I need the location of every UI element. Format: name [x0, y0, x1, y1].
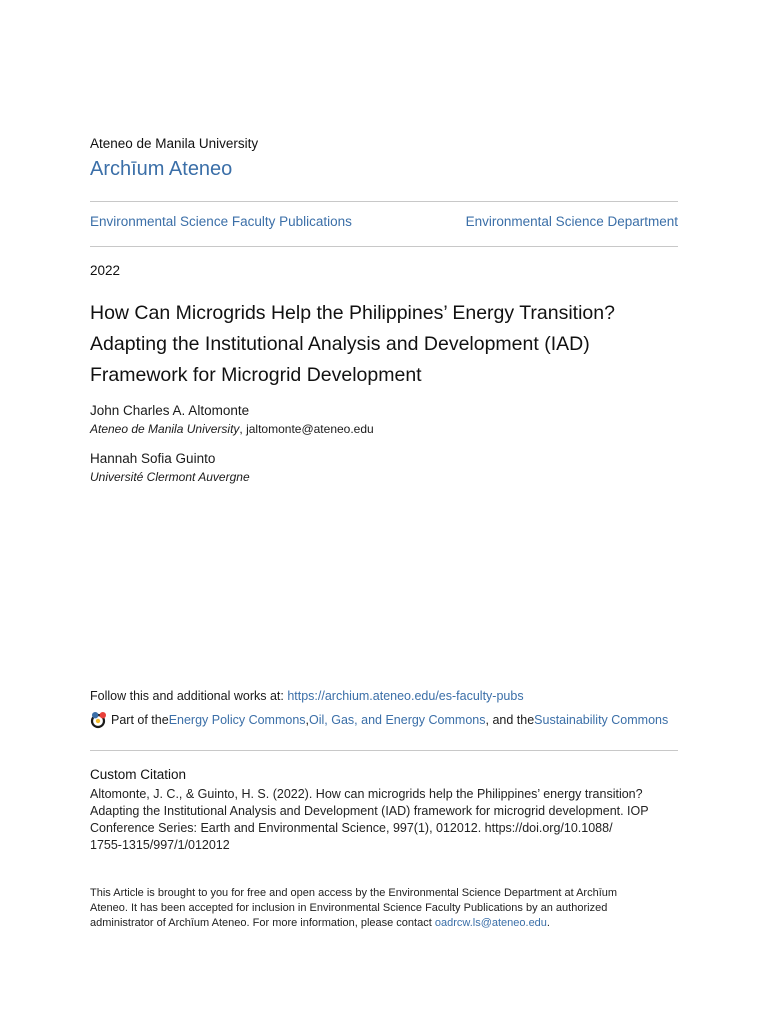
author-name: John Charles A. Altomonte	[90, 403, 250, 418]
network-commons-icon	[90, 711, 108, 729]
title-line: Framework for Microgrid Development	[90, 364, 422, 386]
title-line: Adapting the Institutional Analysis and Development (IAD)	[90, 333, 590, 355]
follow-line	[90, 689, 524, 703]
notice-end: .	[546, 917, 550, 929]
access-notice	[90, 886, 678, 931]
affiliation-name: Ateneo de Manila University	[90, 422, 240, 436]
part-of-prefix: Part of the	[111, 713, 169, 727]
notice-line	[90, 916, 678, 931]
energy-policy-commons-link[interactable]: Energy Policy Commons	[168, 713, 306, 727]
publication-year: 2022	[90, 263, 121, 278]
part-of-separator: ,	[305, 713, 310, 727]
notice-text: administrator of Archīum Ateneo. For more information, please contact	[90, 917, 435, 929]
institution-name: Ateneo de Manila University	[90, 136, 259, 151]
citation-text	[90, 786, 680, 854]
part-of-separator: , and the	[485, 713, 535, 727]
part-of-line	[90, 711, 668, 729]
sustainability-commons-link[interactable]: Sustainability Commons	[534, 713, 669, 727]
citation-heading: Custom Citation	[90, 767, 187, 782]
divider-top	[90, 201, 678, 202]
faculty-publications-link[interactable]: Environmental Science Faculty Publications	[90, 214, 352, 229]
contact-email-link[interactable]: oadrcw.ls@ateneo.edu	[434, 917, 547, 929]
oil-gas-energy-commons-link[interactable]: Oil, Gas, and Energy Commons	[309, 713, 486, 727]
citation-line: 1755-1315/997/1/012012	[90, 838, 230, 852]
divider-middle	[90, 246, 678, 247]
publication-links-row	[90, 214, 678, 229]
article-title	[90, 298, 678, 391]
author-affiliation: Université Clermont Auvergne	[90, 470, 250, 484]
citation-line: Adapting the Institutional Analysis and Development (IAD) framework for microgrid development. IOP	[90, 804, 649, 818]
citation-line: Altomonte, J. C., & Guinto, H. S. (2022). How can microgrids help the Philippines’ energy transition?	[90, 787, 643, 801]
collection-url-link[interactable]: https://archium.ateneo.edu/es-faculty-pubs	[287, 689, 524, 703]
repository-link[interactable]: Archīum Ateneo	[90, 158, 233, 180]
divider-bottom	[90, 750, 678, 751]
author-affiliation	[90, 422, 374, 436]
title-line: How Can Microgrids Help the Philippines’ Energy Transition?	[90, 302, 615, 324]
citation-line: Conference Series: Earth and Environmental Science, 997(1), 012012. https://doi.org/10.1088/	[90, 821, 613, 835]
author-name: Hannah Sofia Guinto	[90, 451, 216, 466]
department-link[interactable]: Environmental Science Department	[465, 214, 678, 229]
notice-line: This Article is brought to you for free and open access by the Environmental Science Department at Archīum	[90, 887, 618, 899]
follow-label: Follow this and additional works at:	[90, 689, 288, 703]
notice-line: Ateneo. It has been accepted for inclusion in Environmental Science Faculty Publications by an authorized	[90, 902, 608, 914]
author-email: , jaltomonte@ateneo.edu	[239, 422, 374, 436]
